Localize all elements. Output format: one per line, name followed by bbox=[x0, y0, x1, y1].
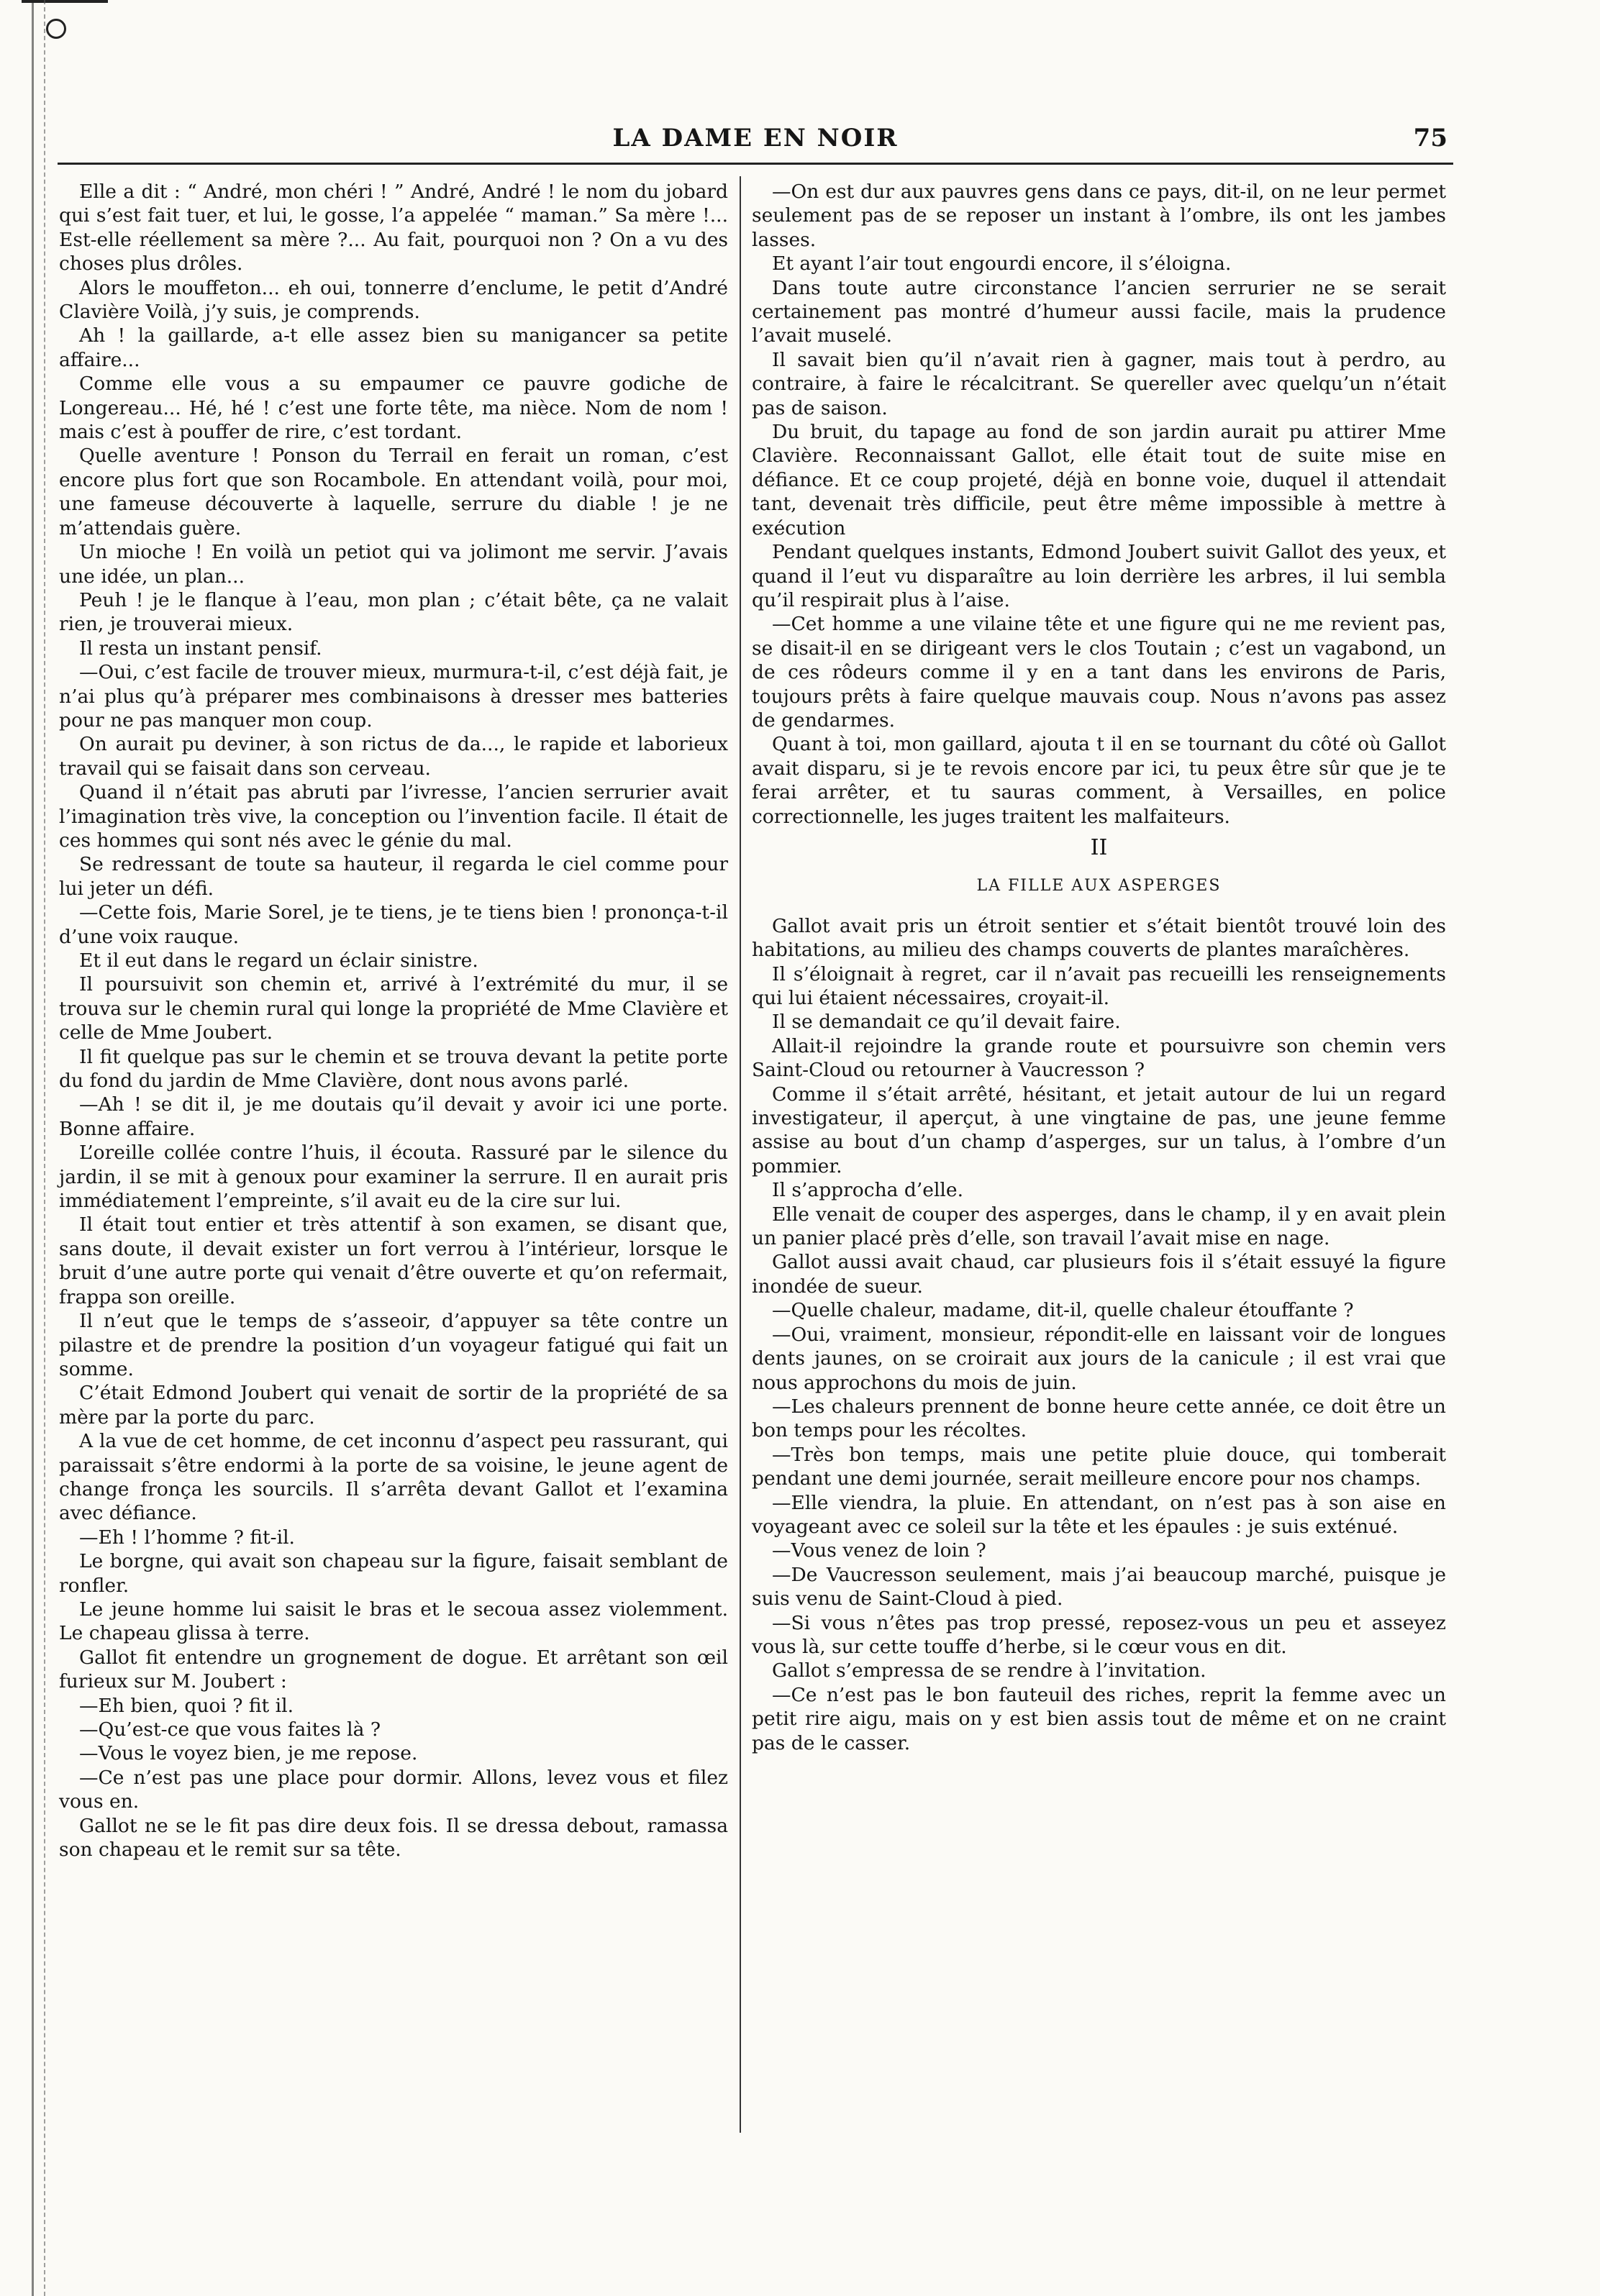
paragraph: Il resta un instant pensif. bbox=[79, 637, 322, 660]
paragraph: Gallot aussi avait chaud, car plusieurs fois il s’était essuyé la figure inondée de sueur. bbox=[752, 1251, 1446, 1298]
paragraph: —Oui, vraiment, monsieur, répondit-elle en laissant voir de longues dents jaunes, on se croirait aux jours de la canicule ; il est vrai que nous approchons du mois de juin. bbox=[752, 1323, 1446, 1394]
paragraph: Il fit quelque pas sur le chemin et se trouva devant la petite porte du fond du jardin de Mme Clavière, dont nous avons parlé. bbox=[59, 1045, 728, 1093]
paragraph: Quant à toi, mon gaillard, ajouta t il en se tournant du côté où Gallot avait disparu, si je te revois encore par ici, tu peux être sûr que je te ferai arrêter, et tu sauras comment, à Versailles, en police correctionnelle, les juges traitent les malfaiteurs. bbox=[752, 733, 1446, 828]
running-title: LA DAME EN NOIR bbox=[612, 124, 899, 152]
paragraph: Allait-il rejoindre la grande route et poursuivre son chemin vers Saint-Cloud ou retourner à Vaucresson ? bbox=[752, 1034, 1446, 1082]
paragraph: —Quelle chaleur, madame, dit-il, quelle chaleur étouffante ? bbox=[772, 1299, 1354, 1322]
paragraph: Se redressant de toute sa hauteur, il regarda le ciel comme pour lui jeter un défi. bbox=[59, 853, 728, 900]
right-column-top-text bbox=[752, 180, 1446, 829]
paragraph: —Ce n’est pas une place pour dormir. Allons, levez vous et filez vous en. bbox=[59, 1766, 728, 1813]
right-column-bottom-text bbox=[752, 914, 1446, 1755]
paragraph: Pendant quelques instants, Edmond Joubert suivit Gallot des yeux, et quand il l’eut vu disparaître au loin derrière les arbres, il lui sembla qu’il respirait plus à l’aise. bbox=[752, 541, 1446, 611]
paragraph: Quelle aventure ! Ponson du Terrail en ferait un roman, c’est encore plus fort que son Rocambole. En attendant voilà, pour moi, une fameuse découverte à laquelle, serrure du diable ! je ne m’attendais guère. bbox=[59, 445, 728, 539]
paragraph: Comme il s’était arrêté, hésitant, et jetait autour de lui un regard investigateur, il aperçut, à une vingtaine de pas, une jeune femme assise au bout d’un champ d’asperges, sur un talus, à l’ombre d’un pommier. bbox=[752, 1083, 1446, 1177]
paragraph: —Cet homme a une vilaine tête et une figure qui ne me revient pas, se disait-il en se dirigeant vers le clos Toutain ; c’est un vagabond, un de ces rôdeurs comme il y en a tant dans les environs de Paris, toujours prêts à faire quelque mauvais coup. Nous n’avons pas assez de gendarmes. bbox=[752, 613, 1446, 732]
paragraph: Comme elle vous a su empaumer ce pauvre godiche de Longereau... Hé, hé ! c’est une forte tête, ma nièce. Nom de nom ! mais c’est à pouffer de rire, c’est tordant. bbox=[59, 373, 728, 444]
page-number: 75 bbox=[1413, 124, 1447, 152]
paragraph: Il se demandait ce qu’il devait faire. bbox=[772, 1011, 1121, 1034]
paragraph: Le jeune homme lui saisit le bras et le secoua assez violemment. Le chapeau glissa à terre. bbox=[59, 1598, 728, 1645]
paragraph: Et il eut dans le regard un éclair sinistre. bbox=[79, 949, 478, 972]
paragraph: —Oui, c’est facile de trouver mieux, murmura-t-il, c’est déjà fait, je n’ai plus qu’à préparer mes combinaisons à dresser mes batteries pour ne pas manquer mon coup. bbox=[59, 661, 728, 732]
paragraph: —Qu’est-ce que vous faites là ? bbox=[79, 1718, 381, 1741]
binding-edge bbox=[32, 0, 45, 2296]
paragraph: Gallot fit entendre un grognement de dogue. Et arrêtant son œil furieux sur M. Joubert : bbox=[59, 1646, 728, 1693]
paragraph: Elle a dit : “ André, mon chéri ! ” André, André ! le nom du jobard qui s’est fait tuer, et lui, le gosse, l’a appelée “ maman.” Sa mère !... Est-elle réellement sa mère ?... Au fait, pourquoi non ? On a vu des choses plus drôles. bbox=[59, 181, 728, 275]
paragraph: Il poursuivit son chemin et, arrivé à l’extrémité du mur, il se trouva sur le chemin rural qui longe la propriété de Mme Clavière et celle de Mme Joubert. bbox=[59, 973, 728, 1044]
paragraph: —Elle viendra, la pluie. En attendant, on n’est pas à son aise en voyageant avec ce soleil sur la tête et les épaules : je suis exténué. bbox=[752, 1491, 1446, 1538]
paragraph: —Ah ! se dit il, je me doutais qu’il devait y avoir ici une porte. Bonne affaire. bbox=[59, 1093, 728, 1140]
paragraph: L’oreille collée contre l’huis, il écouta. Rassuré par le silence du jardin, il se mit à genoux pour examiner la serrure. Il en aurait pris immédiatement l’empreinte, s’il avait eu de la cire sur lui. bbox=[59, 1142, 728, 1213]
paragraph: —Les chaleurs prennent de bonne heure cette année, ce doit être un bon temps pour les récoltes. bbox=[752, 1395, 1446, 1442]
right-column bbox=[752, 180, 1446, 1755]
paragraph: —Cette fois, Marie Sorel, je te tiens, je te tiens bien ! prononça-t-il d’une voix rauque. bbox=[59, 901, 728, 948]
paragraph: —Eh bien, quoi ? fit il. bbox=[79, 1694, 294, 1717]
section-number: II bbox=[1090, 834, 1108, 860]
left-column bbox=[59, 180, 728, 1862]
paragraph: Il s’approcha d’elle. bbox=[772, 1179, 963, 1202]
paragraph: Le borgne, qui avait son chapeau sur la figure, faisait semblant de ronfler. bbox=[59, 1550, 728, 1597]
paragraph: C’était Edmond Joubert qui venait de sortir de la propriété de sa mère par la porte du parc. bbox=[59, 1382, 728, 1429]
paragraph: Un mioche ! En voilà un petiot qui va jolimont me servir. J’avais une idée, un plan... bbox=[59, 541, 728, 588]
paragraph: Gallot avait pris un étroit sentier et s’était bientôt trouvé loin des habitations, au milieu des champs couverts de plantes maraîchères. bbox=[752, 914, 1446, 962]
paragraph: Alors le mouffeton... eh oui, tonnerre d’enclume, le petit d’André Clavière Voilà, j’y suis, je comprends. bbox=[59, 276, 728, 324]
paragraph: —Vous venez de loin ? bbox=[772, 1539, 986, 1562]
paragraph: Il s’éloignait à regret, car il n’avait pas recueilli les renseignements qui lui étaient nécessaires, croyait-il. bbox=[752, 962, 1446, 1009]
paragraph: —Si vous n’êtes pas trop pressé, reposez-vous un peu et asseyez vous là, sur cette touffe d’herbe, si le cœur vous en dit. bbox=[752, 1611, 1446, 1658]
paragraph: —Ce n’est pas le bon fauteuil des riches, reprit la femme avec un petit rire aigu, mais on y est bien assis tout de même et on ne craint pas de le casser. bbox=[752, 1683, 1446, 1754]
paragraph: On aurait pu deviner, à son rictus de da..., le rapide et laborieux travail qui se faisait dans son cerveau. bbox=[59, 733, 728, 780]
paragraph: Il n’eut que le temps de s’asseoir, d’appuyer sa tête contre un pilastre et de prendre la position d’un voyageur fatigué qui fait un somme. bbox=[59, 1310, 728, 1380]
section-title: LA FILLE AUX ASPERGES bbox=[976, 877, 1222, 896]
paragraph: Et ayant l’air tout engourdi encore, il s’éloigna. bbox=[772, 252, 1232, 275]
paragraph: Gallot s’empressa de se rendre à l’invitation. bbox=[772, 1659, 1206, 1682]
page-header bbox=[58, 122, 1453, 165]
paragraph: Ah ! la gaillarde, a-t elle assez bien su manigancer sa petite affaire... bbox=[59, 324, 728, 371]
paragraph: Du bruit, du tapage au fond de son jardin aurait pu attirer Mme Clavière. Reconnaissant Gallot, elle était tout de suite mise en défiance. Et ce coup projeté, déjà en bonne voie, duquel il attendait tant, devenait très difficile, peut être même impossible à mettre à exécution bbox=[752, 421, 1446, 539]
paragraph: Gallot ne se le fit pas dire deux fois. Il se dressa debout, ramassa son chapeau et le remit sur sa tête. bbox=[59, 1814, 728, 1862]
paragraph: Quand il n’était pas abruti par l’ivresse, l’ancien serrurier avait l’imagination très vive, la conception ou l’invention facile. Il était de ces hommes qui sont nés avec le génie du mal. bbox=[59, 781, 728, 852]
paragraph: Peuh ! je le flanque à l’eau, mon plan ; c’était bête, ça ne valait rien, je trouverai mieux. bbox=[59, 588, 728, 636]
paragraph: Il était tout entier et très attentif à son examen, se disant que, sans doute, il devait exister un fort verrou à l’intérieur, lorsque le bruit d’une autre porte qui venait d’être ouverte et qu’on refermait, frappa son oreille. bbox=[59, 1213, 728, 1308]
paragraph: —On est dur aux pauvres gens dans ce pays, dit-il, on ne leur permet seulement pas de se reposer un instant à l’ombre, ils ont les jambes lasses. bbox=[752, 181, 1446, 251]
paragraph: —Eh ! l’homme ? fit-il. bbox=[79, 1526, 295, 1549]
paragraph: A la vue de cet homme, de cet inconnu d’aspect peu rassurant, qui paraissait s’être endormi à la porte de sa voisine, le jeune agent de change fronça les sourcils. Il s’arrêta devant Gallot et l’examina avec défiance. bbox=[59, 1430, 728, 1525]
paragraph: Dans toute autre circonstance l’ancien serrurier ne se serait certainement pas montré d’humeur aussi facile, mais la prudence l’avait muselé. bbox=[752, 276, 1446, 347]
column-divider bbox=[740, 176, 741, 2133]
paragraph: Elle venait de couper des asperges, dans le champ, il y en avait plein un panier placé près d’elle, son travail l’avait mise en nage. bbox=[752, 1203, 1446, 1250]
paragraph: Il savait bien qu’il n’avait rien à gagner, mais tout à perdro, au contraire, à faire le récalcitrant. Se quereller avec quelqu’un n’était pas de saison. bbox=[752, 348, 1446, 419]
paragraph: —De Vaucresson seulement, mais j’ai beaucoup marché, puisque je suis venu de Saint-Cloud à pied. bbox=[752, 1563, 1446, 1611]
paragraph: —Très bon temps, mais une petite pluie douce, qui tomberait pendant une demi journée, serait meilleure encore pour nos champs. bbox=[752, 1443, 1446, 1490]
paragraph: —Vous le voyez bien, je me repose. bbox=[79, 1742, 418, 1765]
